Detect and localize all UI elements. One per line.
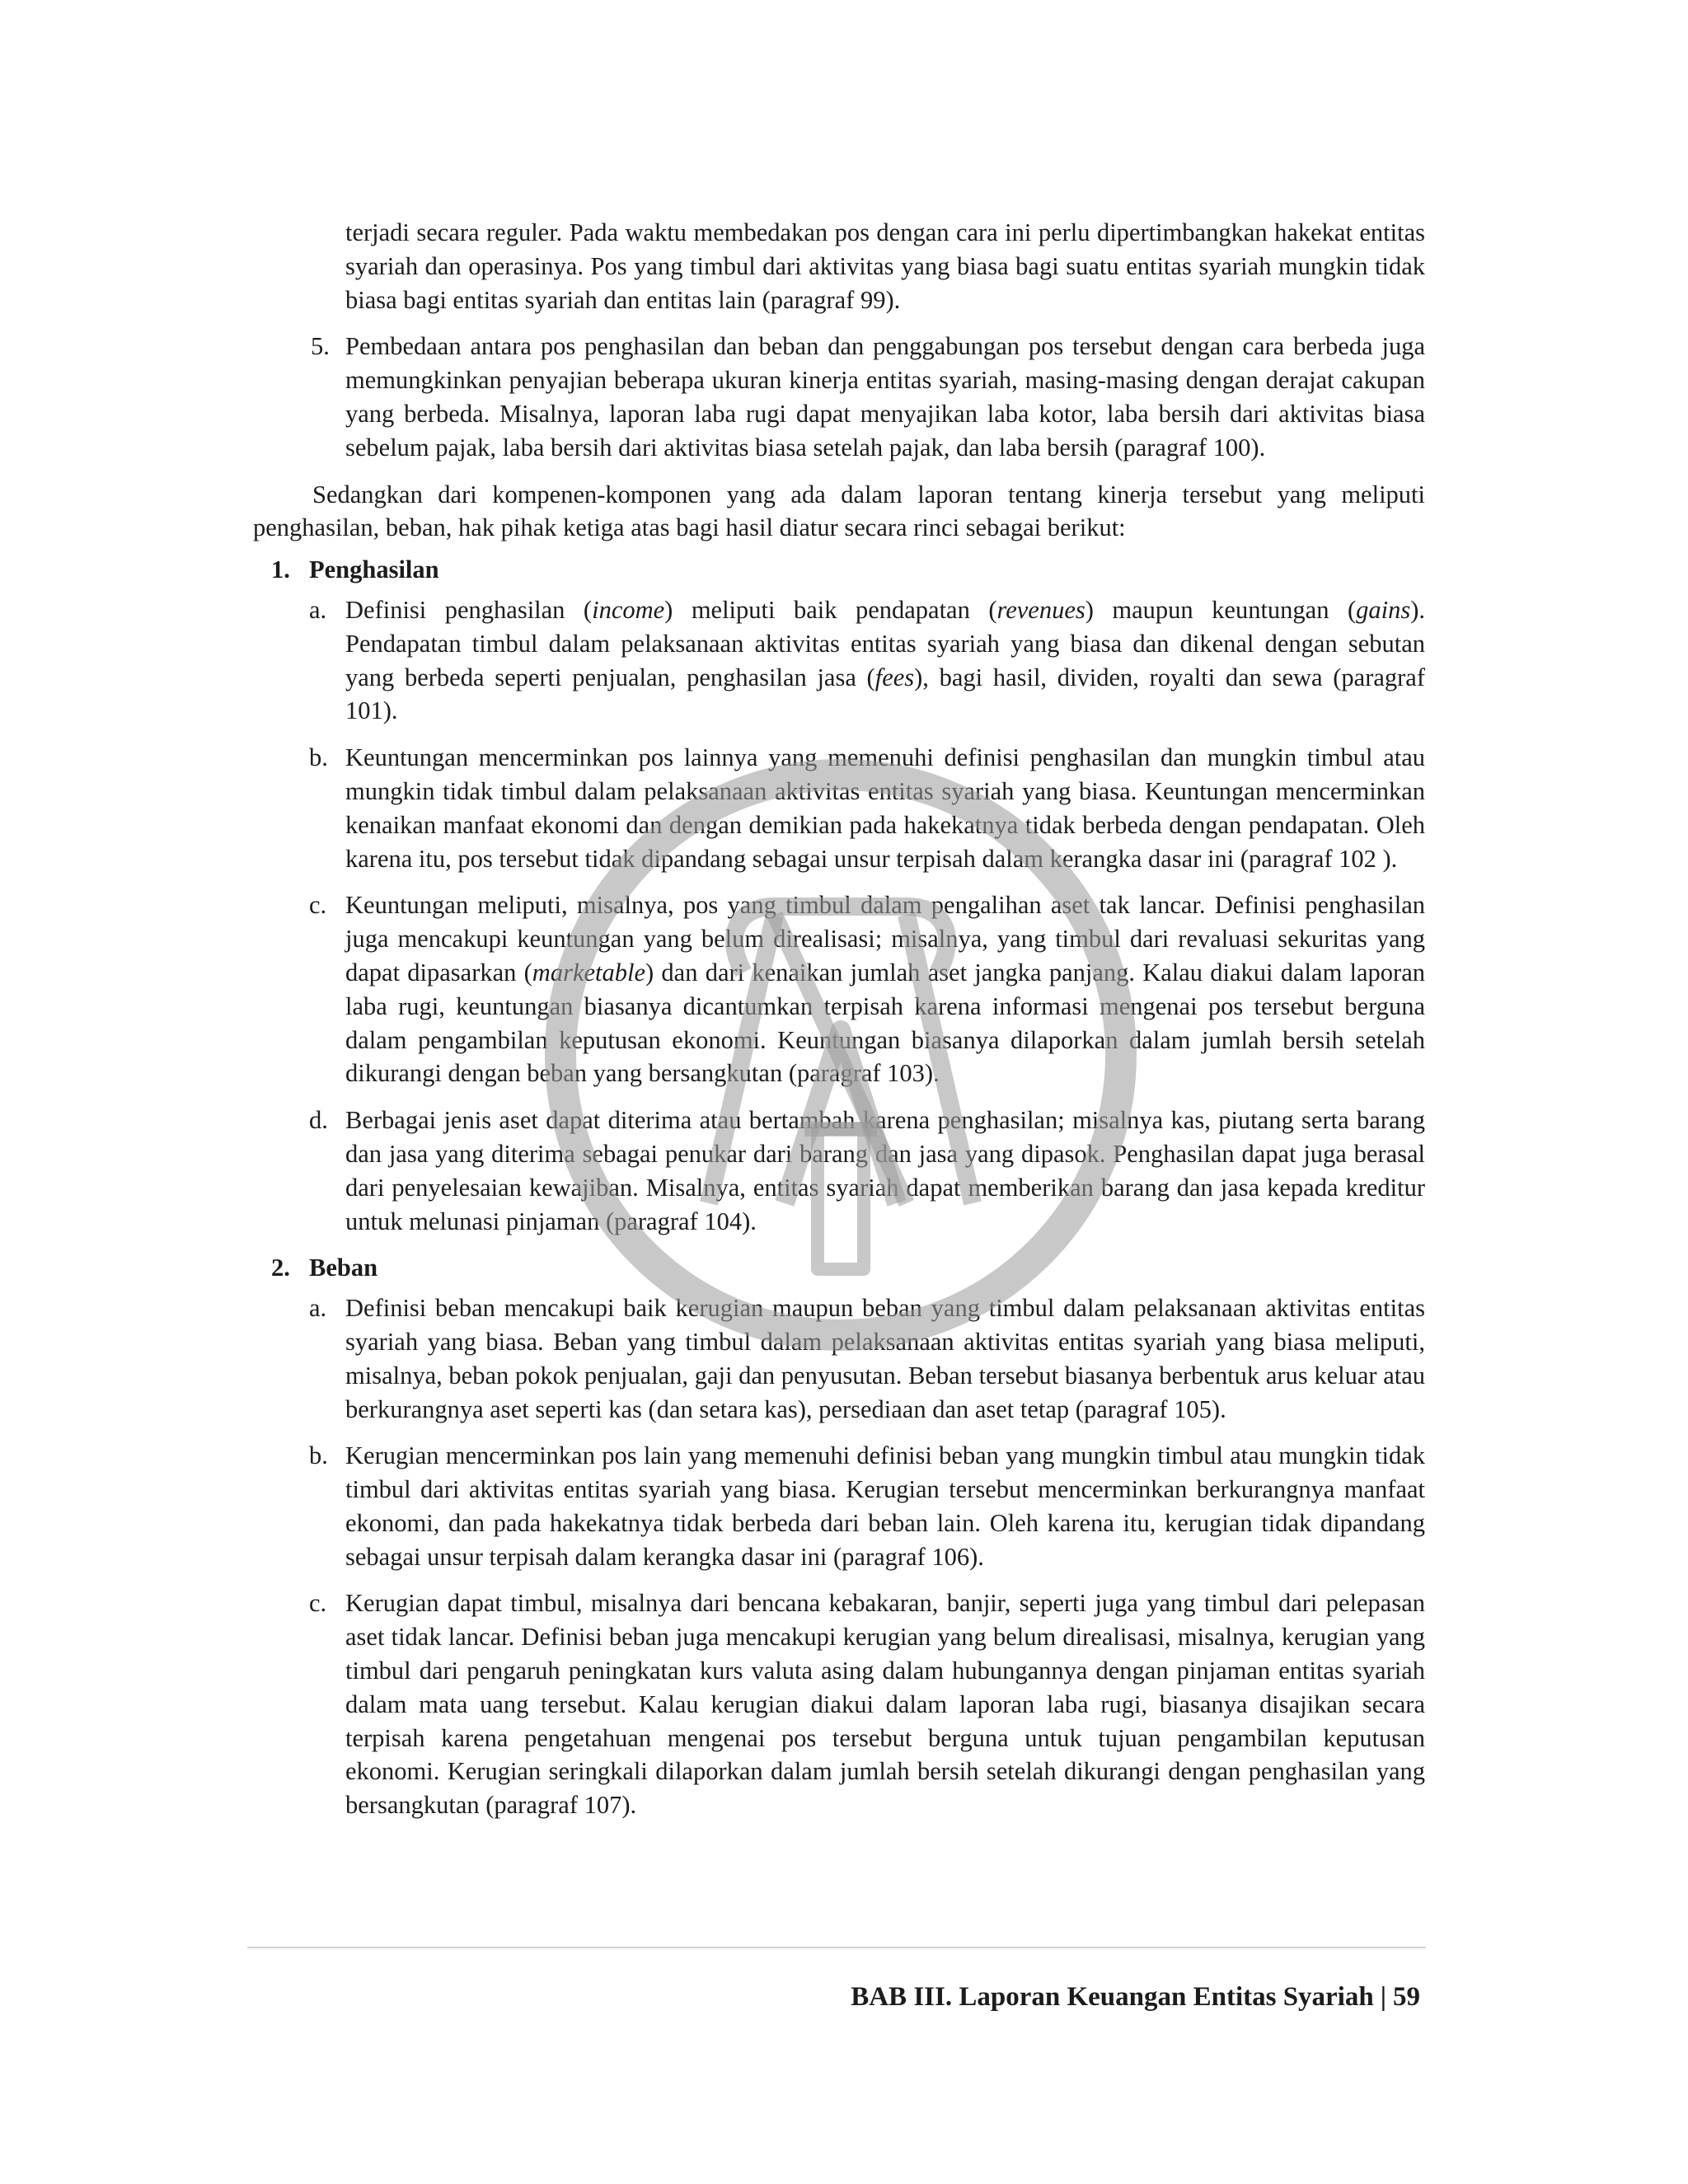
list-item-text: Keuntungan mencerminkan pos lainnya yang memenuhi definisi penghasilan dan mungkin timbul atau mungkin tidak timbul dalam pelaksanaan aktivitas entitas syariah yang biasa. Keuntungan mencerminkan kenaikan manfaat ekonomi dan dengan demikian pada hakekatnya tidak berbeda dengan pendapatan. Oleh karena itu, pos tersebut tidak dipandang sebagai unsur terpisah dalam kerangka dasar ini (paragraf 102 ). [345, 743, 1425, 873]
footer-separator: | [1380, 1982, 1386, 2012]
list-marker: a. [309, 595, 327, 624]
beban-item-a [253, 1291, 1425, 1426]
list-marker: a. [309, 1294, 327, 1323]
list-marker: b. [309, 743, 328, 772]
page-number: 59 [1393, 1982, 1420, 2012]
list-marker: c. [309, 891, 327, 920]
continued-item-text: terjadi secara reguler. Pada waktu membedakan pos dengan cara ini perlu dipertimbangkan hakekat entitas syariah dan operasinya. Pos yang timbul dari aktivitas yang biasa bagi suatu entitas syariah mungkin tidak biasa bagi entitas syariah dan entitas lain (paragraf 99). [345, 218, 1425, 314]
list-marker: c. [309, 1589, 327, 1618]
page-body [253, 216, 1425, 1835]
section-heading-beban [253, 1251, 1425, 1285]
list-item-text: Kerugian dapat timbul, misalnya dari bencana kebakaran, banjir, seperti juga yang timbul dari pelepasan aset tidak lancar. Definisi beban juga mencakupi kerugian yang belum direalisasi, misalnya, kerugian yang timbul dari pengaruh peningkatan kurs valuta asing dalam hubungannya dengan pinjaman entitas syariah dalam mata uang tersebut. Kalau kerugian diakui dalam laporan laba rugi, biasanya disajikan secara terpisah karena pengetahuan mengenai pos tersebut berguna untuk tujuan pengambilan keputusan ekonomi. Kerugian seringkali dilaporkan dalam jumlah bersih setelah dikurangi dengan penghasilan yang bersangkutan (paragraf 107). [345, 1589, 1425, 1820]
penghasilan-item-c [253, 888, 1425, 1090]
list-marker: 5. [311, 332, 330, 361]
section-title: Beban [309, 1254, 378, 1282]
list-item-text: Definisi beban mencakupi baik kerugian maupun beban yang timbul dalam pelaksanaan aktivitas entitas syariah yang biasa. Beban yang timbul dalam pelaksanaan aktivitas entitas syariah yang biasa meliputi, misalnya, beban pokok penjualan, gaji dan penyusutan. Beban tersebut biasanya berbentuk arus keluar atau berkurangnya aset seperti kas (dan setara kas), persediaan dan aset tetap (paragraf 105). [345, 1294, 1425, 1423]
chapter-title: BAB III. Laporan Keuangan Entitas Syariah [851, 1982, 1374, 2012]
list-item-5 [253, 330, 1425, 464]
section-heading-penghasilan [253, 553, 1425, 587]
list-item-text: Berbagai jenis aset dapat diterima atau bertambah karena penghasilan; misalnya kas, piutang serta barang dan jasa yang diterima sebagai penukar dari barang dan jasa yang dipasok. Penghasilan dapat juga berasal dari penyelesaian kewajiban. Misalnya, entitas syariah dapat memberikan barang dan jasa kepada kreditur untuk melunasi pinjaman (paragraf 104). [345, 1106, 1425, 1235]
penghasilan-item-a [253, 593, 1425, 728]
section-title: Penghasilan [309, 555, 439, 584]
section-number: 2. [271, 1254, 290, 1282]
list-marker: d. [309, 1106, 328, 1135]
beban-item-c [253, 1586, 1425, 1822]
list-item-text: Kerugian mencerminkan pos lain yang memenuhi definisi beban yang mungkin timbul atau mungkin tidak timbul dari aktivitas entitas syariah yang biasa. Kerugian tersebut mencerminkan berkurangnya manfaat ekonomi, dan pada hakekatnya tidak berbeda dari beban lain. Oleh karena itu, kerugian tidak dipandang sebagai unsur terpisah dalam kerangka dasar ini (paragraf 106). [345, 1441, 1425, 1571]
footer-rule [247, 1947, 1426, 1948]
section-number: 1. [271, 555, 290, 584]
list-item-text: Pembedaan antara pos penghasilan dan beban dan penggabungan pos tersebut dengan cara berbeda juga memungkinkan penyajian beberapa ukuran kinerja entitas syariah, masing-masing dengan derajat cakupan yang berbeda. Misalnya, laporan laba rugi dapat menyajikan laba kotor, laba bersih dari aktivitas biasa sebelum pajak, laba bersih dari aktivitas biasa setelah pajak, dan laba bersih (paragraf 100). [345, 332, 1425, 462]
penghasilan-item-d [253, 1104, 1425, 1238]
penghasilan-item-b [253, 741, 1425, 875]
list-marker: b. [309, 1441, 328, 1470]
list-item-text: Definisi penghasilan (income) meliputi baik pendapatan (revenues) maupun keuntungan (gains). Pendapatan timbul dalam pelaksanaan aktivitas entitas syariah yang biasa dan dikenal dengan sebutan yang berbeda seperti penjualan, penghasilan jasa (fees), bagi hasil, dividen, royalti dan sewa (paragraf 101). [345, 595, 1426, 725]
list-item-text: Keuntungan meliputi, misalnya, pos yang timbul dalam pengalihan aset tak lancar. Definisi penghasilan juga mencakupi keuntungan yang belum direalisasi; misalnya, yang timbul dari revaluasi sekuritas yang dapat dipasarkan (marketable) dan dari kenaikan jumlah aset jangka panjang. Kalau diakui dalam laporan laba rugi, keuntungan biasanya dicantumkan terpisah karena informasi mengenai pos tersebut berguna dalam pengambilan keputusan ekonomi. Keuntungan biasanya dilaporkan dalam jumlah bersih setelah dikurangi dengan beban yang bersangkutan (paragraf 103). [345, 891, 1425, 1088]
beban-item-b [253, 1439, 1425, 1573]
bridge-paragraph: Sedangkan dari kompenen-komponen yang ada dalam laporan tentang kinerja tersebut yang meliputi penghasilan, beban, hak pihak ketiga atas bagi hasil diatur secara rinci sebagai berikut: [253, 480, 1425, 542]
page-footer [851, 1982, 1420, 2013]
